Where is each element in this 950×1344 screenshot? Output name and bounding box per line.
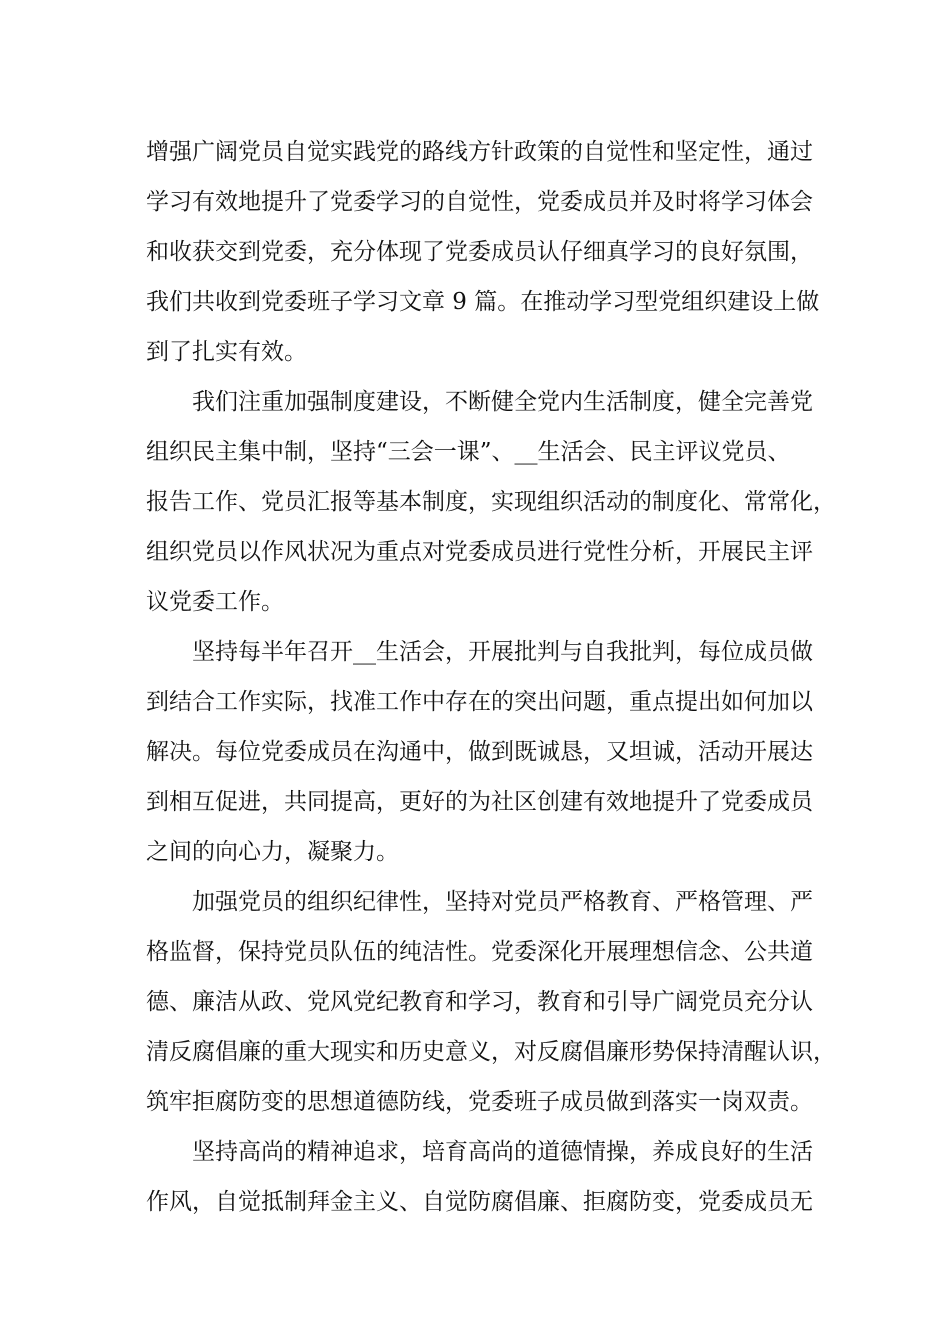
paragraph-2 [146,377,836,627]
text-line: 增强广阔党员自觉实践党的路线方针政策的自觉性和坚定性，通过 [146,139,813,165]
text-line: 到了扎实有效。 [146,339,307,365]
text-line: 到结合工作实际，找准工作中存在的突出问题，重点提出如何加以 [146,689,813,715]
text-line: 组织民主集中制，坚持“三会一课”、__生活会、民主评议党员、 [146,439,791,465]
text-line: 清反腐倡廉的重大现实和历史意义，对反腐倡廉形势保持清醒认识， [146,1039,836,1065]
text-line: 议党委工作。 [146,589,284,615]
text-line: 筑牢拒腐防变的思想道德防线，党委班子成员做到落实一岗双责。 [146,1089,813,1115]
text-line: 报告工作、党员汇报等基本制度，实现组织活动的制度化、常常化， [146,489,836,515]
text-line: 作风，自觉抵制拜金主义、自觉防腐倡廉、拒腐防变，党委成员无 [146,1189,813,1215]
text-line: 解决。每位党委成员在沟通中，做到既诚恳，又坦诚，活动开展达 [146,739,813,765]
text-line: 坚持高尚的精神追求，培育高尚的道德情操，养成良好的生活 [192,1139,813,1165]
text-line: 德、廉洁从政、党风党纪教育和学习，教育和引导广阔党员充分认 [146,989,813,1015]
document-body [146,127,836,1227]
paragraph-3 [146,627,826,877]
text-line: 学习有效地提升了党委学习的自觉性，党委成员并及时将学习体会 [146,189,813,215]
text-line: 我们注重加强制度建设，不断健全党内生活制度，健全完善党 [192,389,813,415]
paragraph-1 [146,127,826,377]
text-line: 加强党员的组织纪律性，坚持对党员严格教育、严格管理、严 [192,889,813,915]
text-line: 坚持每半年召开__生活会，开展批判与自我批判，每位成员做 [192,639,813,665]
text-line: 我们共收到党委班子学习文章 9 篇。在推动学习型党组织建设上做 [146,289,820,315]
text-line: 组织党员以作风状况为重点对党委成员进行党性分析，开展民主评 [146,539,813,565]
text-line: 之间的向心力，凝聚力。 [146,839,399,865]
text-line: 到相互促进，共同提高，更好的为社区创建有效地提升了党委成员 [146,789,813,815]
text-line: 格监督，保持党员队伍的纯洁性。党委深化开展理想信念、公共道 [146,939,813,965]
paragraph-4 [146,877,836,1127]
paragraph-5 [146,1127,826,1227]
text-line: 和收获交到党委，充分体现了党委成员认仔细真学习的良好氛围， [146,239,813,265]
